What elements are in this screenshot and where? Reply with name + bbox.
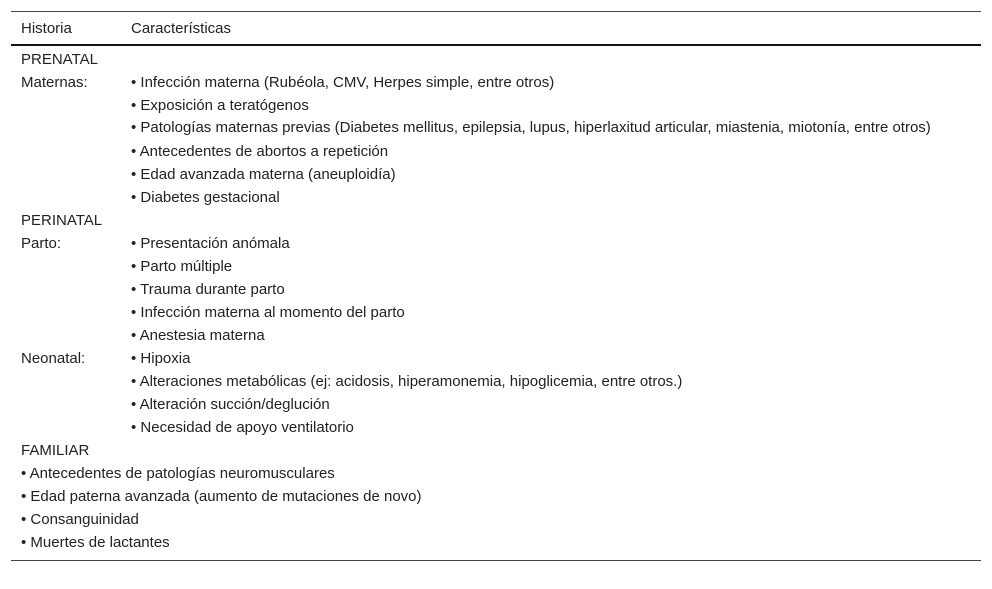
table-row [11,416,981,439]
list-item: • Alteraciones metabólicas (ej: acidosis, hiperamonemia, hipoglicemia, entre otros.) [131,373,683,390]
table-row [11,255,981,278]
table-row [11,347,981,370]
list-item: • Exposición a teratógenos [131,97,309,114]
history-table [11,11,981,561]
row-label-neonatal: Neonatal: [21,350,86,367]
list-item: • Hipoxia [131,350,191,367]
list-item: • Anestesia materna [131,327,265,344]
table-body [11,46,981,560]
table-row [11,71,981,94]
list-item: • Patologías maternas previas (Diabetes mellitus, epilepsia, lupus, hiperlaxitud articular, miastenia, miotonía, entre otros) [131,119,931,136]
table-header [11,12,981,44]
table-row [11,117,981,140]
table-row [11,140,981,163]
table-row [11,232,981,255]
table-bottom-rule [11,560,981,561]
list-item: • Diabetes gestacional [131,189,280,206]
list-item: • Infección materna al momento del parto [131,304,405,321]
table-row [11,301,981,324]
list-item: • Trauma durante parto [131,281,285,298]
table-row [11,186,981,209]
table-row [11,163,981,186]
list-item: • Muertes de lactantes [21,534,170,551]
list-item: • Consanguinidad [21,511,139,528]
table-row [11,278,981,301]
table-row [11,94,981,117]
section-perinatal-title: PERINATAL [21,212,103,229]
table-row [11,324,981,347]
list-item: • Alteración succión/deglución [131,396,330,413]
list-item: • Parto múltiple [131,258,233,275]
list-item: • Necesidad de apoyo ventilatorio [131,419,354,436]
table-row [11,393,981,416]
list-item: • Edad avanzada materna (aneuploidía) [131,166,396,183]
list-item: • Presentación anómala [131,235,290,252]
row-label-parto: Parto: [21,235,62,252]
list-item: • Infección materna (Rubéola, CMV, Herpes simple, entre otros) [131,74,555,91]
list-item: • Antecedentes de patologías neuromusculares [21,465,335,482]
list-item: • Edad paterna avanzada (aumento de mutaciones de novo) [21,488,422,505]
section-familiar-title: FAMILIAR [21,442,90,459]
section-prenatal-title: PRENATAL [21,51,98,68]
header-historia: Historia [21,19,72,37]
header-caracteristicas: Características [131,19,232,37]
row-label-maternas: Maternas: [21,74,88,91]
list-item: • Antecedentes de abortos a repetición [131,143,389,160]
table-row [11,370,981,393]
